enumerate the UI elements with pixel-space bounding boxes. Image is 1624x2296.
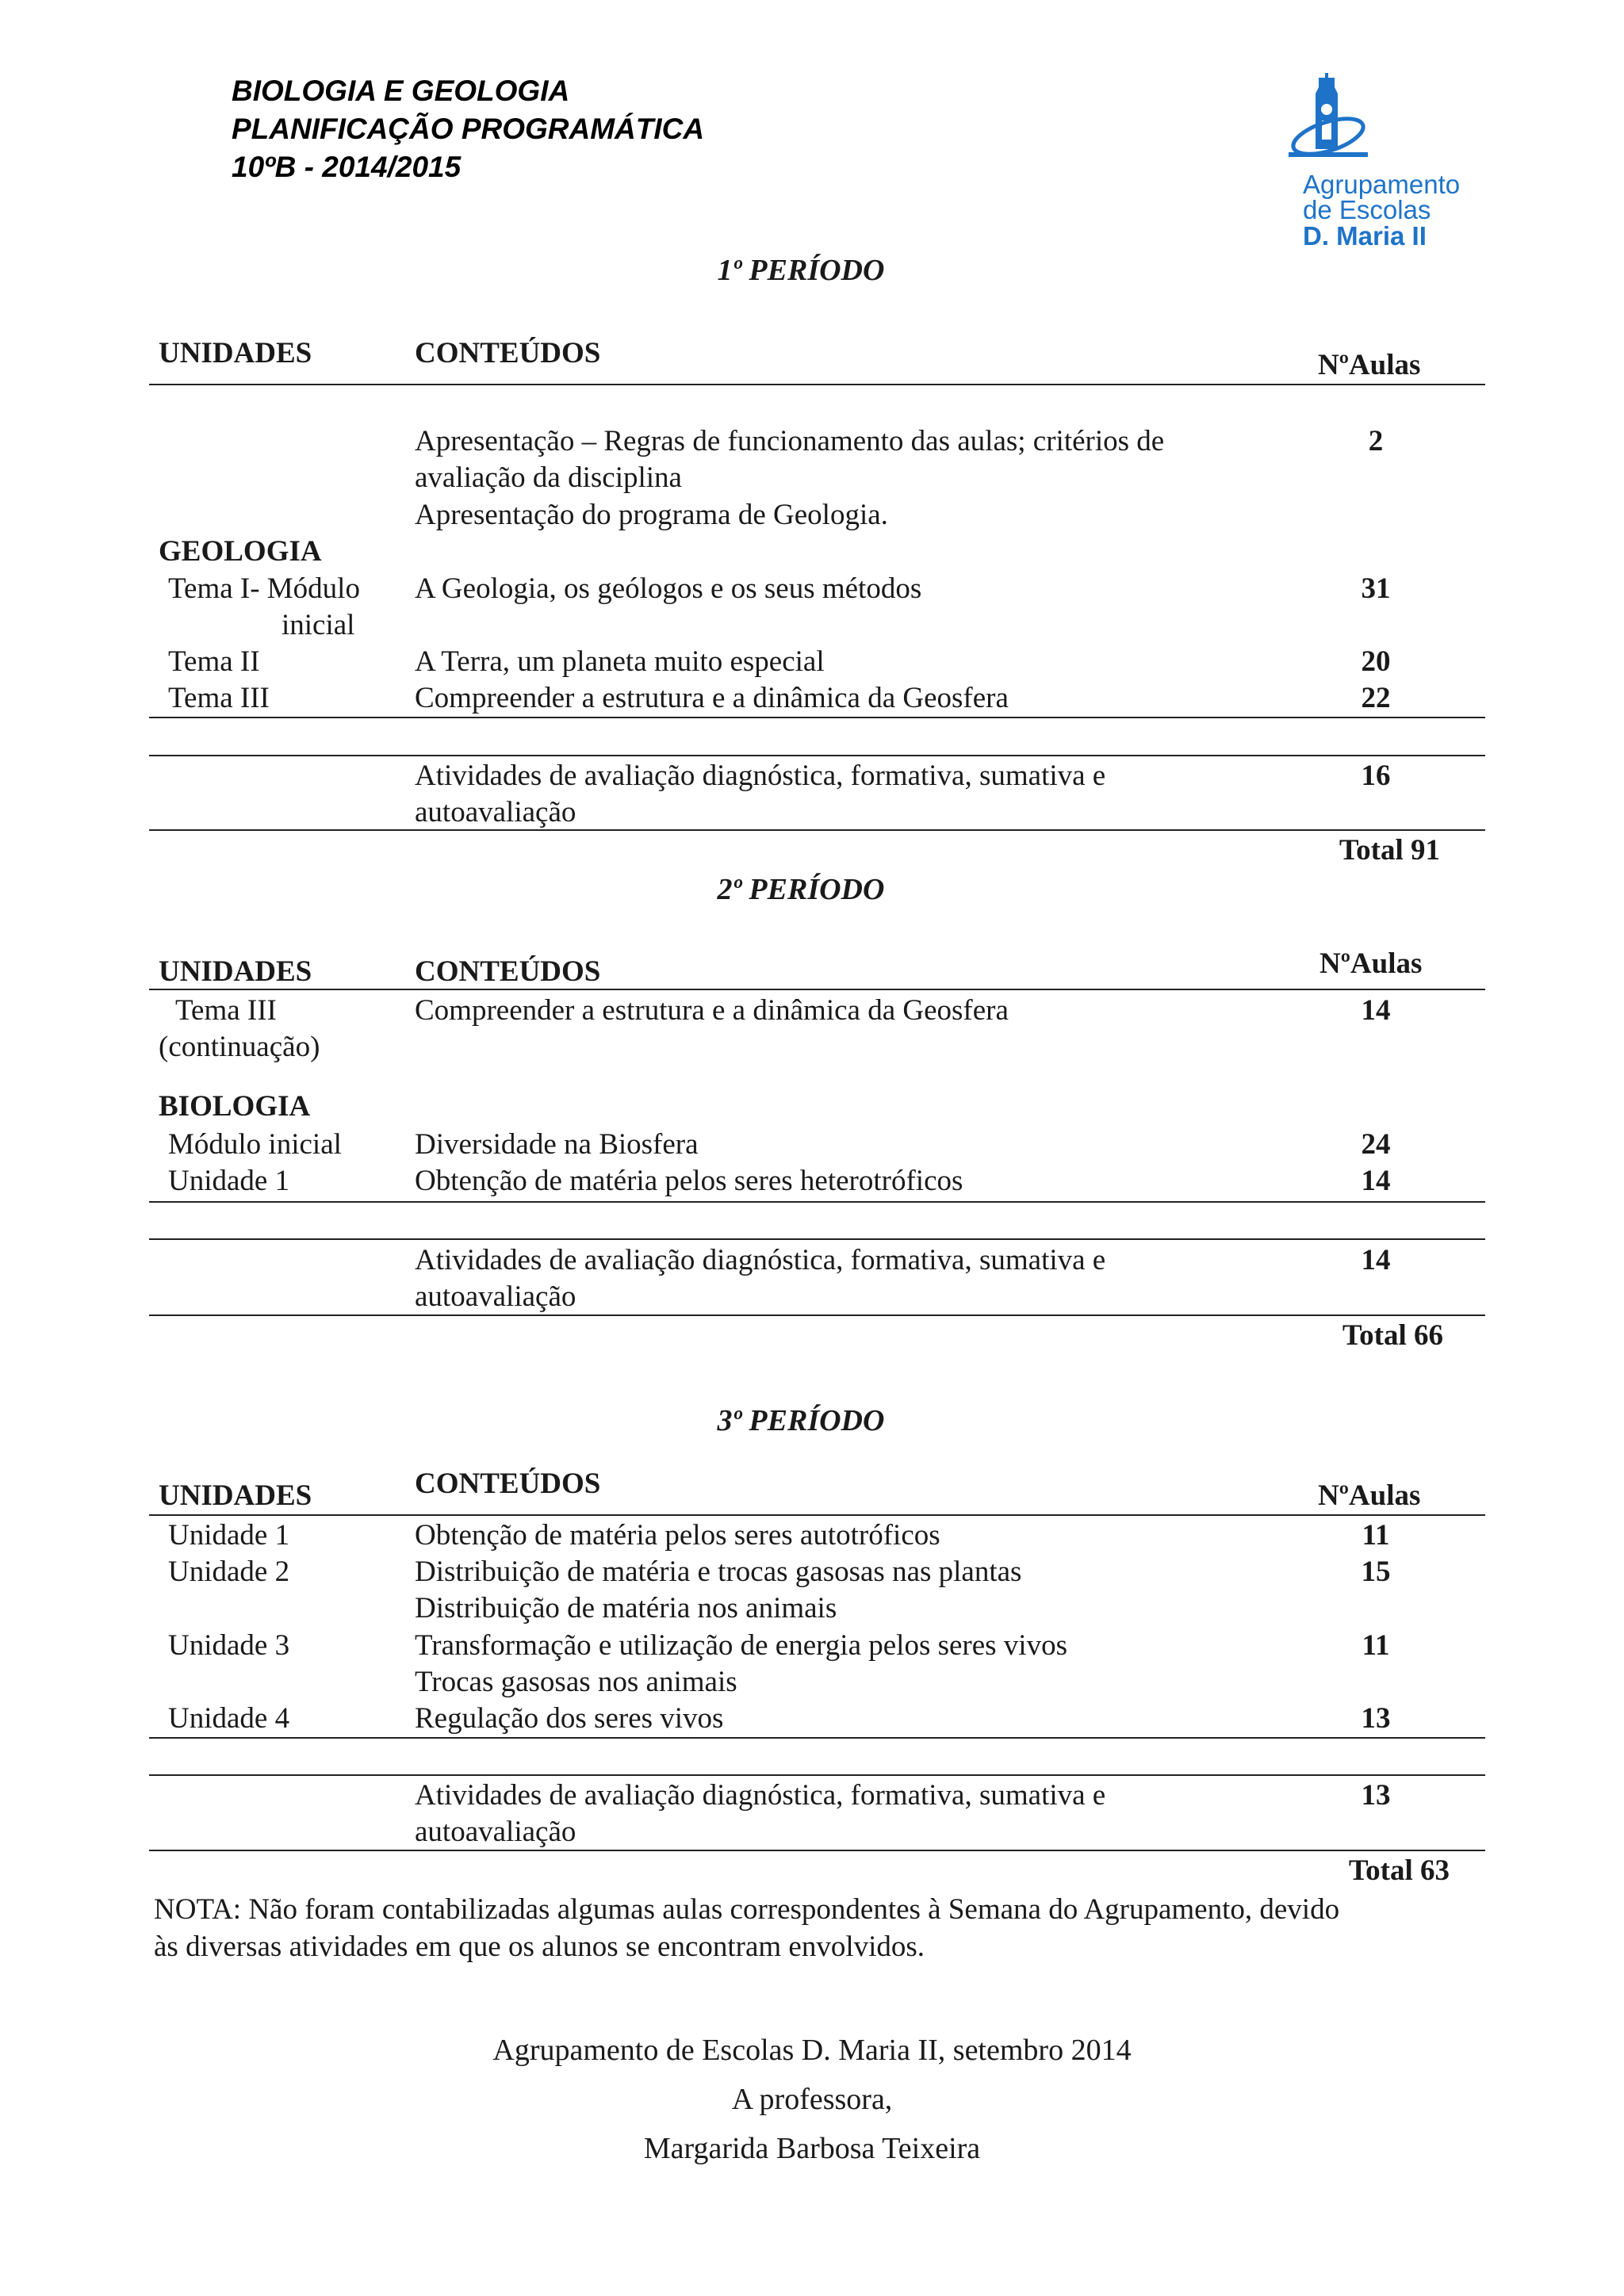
col-header-contents: CONTEÚDOS <box>415 955 601 988</box>
col-header-units: UNIDADES <box>159 337 312 369</box>
assessment-text: autoavaliação <box>415 1280 576 1313</box>
footer-role: A professora, <box>731 2083 893 2116</box>
unit-label: Tema III <box>168 682 270 714</box>
unit-label: Tema III <box>175 994 277 1027</box>
period-2-total: Total 66 <box>1342 1319 1443 1352</box>
doc-title: BIOLOGIA E GEOLOGIA <box>232 75 570 107</box>
note-line: às diversas atividades em que os alunos se encontram envolvidos. <box>154 1931 925 1963</box>
lesson-count: 24 <box>1361 1128 1391 1161</box>
intro-line: Apresentação – Regras de funcionamento das aulas; critérios de <box>415 425 1165 457</box>
divider <box>149 829 1485 831</box>
period-1-title: 1º PERÍODO <box>717 254 885 287</box>
assessment-text: autoavaliação <box>415 796 576 828</box>
content-text: A Geologia, os geólogos e os seus métodos <box>415 572 922 605</box>
intro-line: Apresentação do programa de Geologia. <box>415 499 888 531</box>
school-logo <box>1289 70 1495 252</box>
unit-label: Tema I- Módulo <box>168 572 360 605</box>
footer-signature-name: Margarida Barbosa Teixeira <box>643 2132 981 2165</box>
assessment-text: autoavaliação <box>415 1816 576 1848</box>
intro-line: avaliação da disciplina <box>415 461 682 494</box>
col-header-units: UNIDADES <box>159 1479 312 1512</box>
unit-label: (continuação) <box>159 1031 320 1063</box>
col-header-contents: CONTEÚDOS <box>415 1468 601 1500</box>
divider <box>149 1201 1485 1203</box>
lesson-count: 22 <box>1361 682 1391 714</box>
lesson-count: 2 <box>1368 425 1384 457</box>
unit-label: Unidade 1 <box>168 1165 290 1197</box>
divider <box>149 1514 1485 1516</box>
unit-label: Unidade 3 <box>168 1629 290 1662</box>
unit-label: Unidade 1 <box>168 1519 290 1552</box>
period-3-title: 3º PERÍODO <box>717 1404 885 1437</box>
lesson-count: 11 <box>1362 1629 1390 1662</box>
divider <box>149 755 1485 756</box>
lesson-count: 11 <box>1362 1519 1390 1552</box>
doc-subtitle: PLANIFICAÇÃO PROGRAMÁTICA <box>232 113 705 145</box>
assessment-text: Atividades de avaliação diagnóstica, formativa, sumativa e <box>415 760 1106 792</box>
section-biologia: BIOLOGIA <box>159 1090 311 1123</box>
period-1-total: Total 91 <box>1339 834 1440 867</box>
note-line: NOTA: Não foram contabilizadas algumas aulas correspondentes à Semana do Agrupamento, devido <box>154 1893 1340 1926</box>
divider <box>149 1737 1485 1739</box>
unit-label: inicial <box>282 609 355 641</box>
lesson-count: 16 <box>1361 760 1391 792</box>
assessment-text: Atividades de avaliação diagnóstica, formativa, sumativa e <box>415 1779 1106 1812</box>
logo-line-3: D. Maria II <box>1303 221 1427 251</box>
content-text: Trocas gasosas nos animais <box>415 1666 737 1698</box>
content-text: A Terra, um planeta muito especial <box>415 645 825 678</box>
col-header-lessons: NºAulas <box>1318 349 1421 381</box>
divider <box>149 384 1485 385</box>
content-text: Obtenção de matéria pelos seres autotróficos <box>415 1519 940 1552</box>
content-text: Transformação e utilização de energia pelos seres vivos <box>415 1629 1067 1662</box>
content-text: Compreender a estrutura e a dinâmica da Geosfera <box>415 682 1009 714</box>
unit-label: Unidade 4 <box>168 1702 290 1735</box>
divider <box>149 717 1485 718</box>
period-3-total: Total 63 <box>1348 1854 1450 1887</box>
col-header-contents: CONTEÚDOS <box>415 337 601 369</box>
divider <box>149 989 1485 990</box>
logo-line-1: Agrupamento <box>1303 170 1461 199</box>
unit-label: Módulo inicial <box>168 1128 342 1161</box>
content-text: Regulação dos seres vivos <box>415 1702 724 1735</box>
lesson-count: 15 <box>1361 1556 1391 1588</box>
section-geologia: GEOLOGIA <box>159 535 322 568</box>
divider <box>149 1850 1485 1851</box>
lesson-count: 14 <box>1361 1244 1391 1276</box>
content-text: Obtenção de matéria pelos seres heterotróficos <box>415 1165 963 1197</box>
lesson-count: 31 <box>1361 572 1391 605</box>
assessment-text: Atividades de avaliação diagnóstica, formativa, sumativa e <box>415 1244 1106 1276</box>
lesson-count: 14 <box>1361 1165 1391 1197</box>
divider <box>149 1314 1485 1316</box>
doc-class-year: 10ºB - 2014/2015 <box>232 151 462 183</box>
unit-label: Unidade 2 <box>168 1556 290 1588</box>
logo-line-2: de Escolas <box>1303 195 1431 224</box>
content-text: Diversidade na Biosfera <box>415 1128 699 1161</box>
divider <box>149 1238 1485 1240</box>
lesson-count: 14 <box>1361 994 1391 1027</box>
school-tower-icon <box>1289 70 1376 165</box>
content-text: Distribuição de matéria nos animais <box>415 1592 837 1624</box>
content-text: Distribuição de matéria e trocas gasosas nas plantas <box>415 1556 1022 1588</box>
divider <box>149 1774 1485 1776</box>
period-2-title: 2º PERÍODO <box>717 873 885 906</box>
content-text: Compreender a estrutura e a dinâmica da Geosfera <box>415 994 1009 1027</box>
lesson-count: 13 <box>1361 1779 1391 1812</box>
col-header-lessons: NºAulas <box>1318 1479 1421 1512</box>
lesson-count: 20 <box>1361 645 1391 678</box>
col-header-lessons: NºAulas <box>1320 947 1423 980</box>
unit-label: Tema II <box>168 645 260 678</box>
footer-place-date: Agrupamento de Escolas D. Maria II, setembro 2014 <box>492 2034 1132 2067</box>
col-header-units: UNIDADES <box>159 955 312 988</box>
lesson-count: 13 <box>1361 1702 1391 1735</box>
